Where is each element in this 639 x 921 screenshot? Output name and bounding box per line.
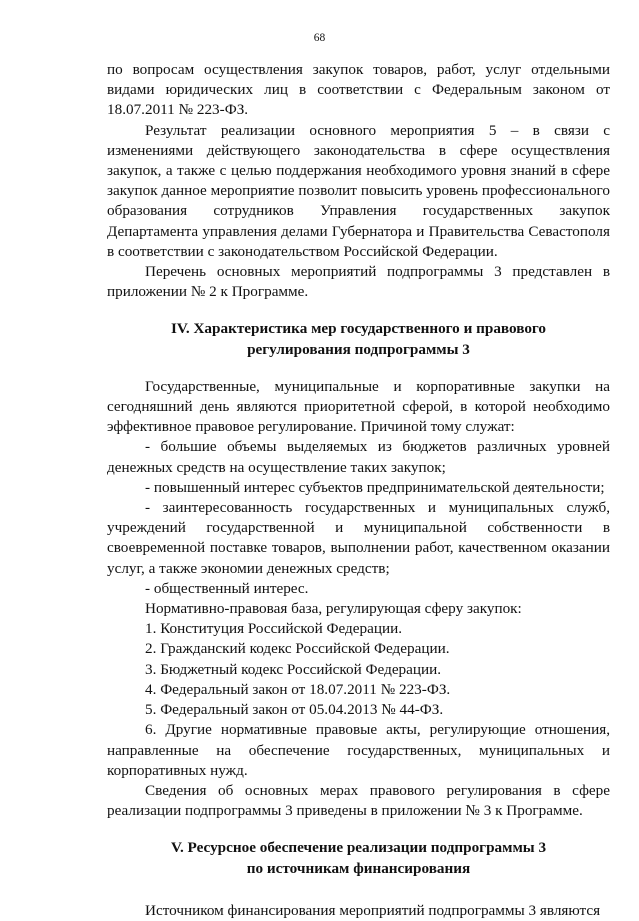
list-item-reason: - большие объемы выделяемых из бюджетов различных уровней денежных средств на осуществление таких закупок; [107, 438, 610, 476]
list-item-reason: - заинтересованность государственных и муниципальных служб, учреждений государственной и муниципальной собственности в своевременной поставке товаров, выполнении работ, качественном оказании услуг, а также экономии денежных средств; [107, 499, 610, 577]
list-item-law: 2. Гражданский кодекс Российской Федерации. [145, 640, 450, 658]
document-body [107, 60, 610, 921]
section-5-heading-line1: V. Ресурсное обеспечение реализации подпрограммы 3 [170, 839, 547, 857]
list-item-law: 6. Другие нормативные правовые акты, регулирующие отношения, направленные на обеспечение государственных, муниципальных и корпоративных нужд. [107, 721, 610, 779]
paragraph-procurement-legal-entities: по вопросам осуществления закупок товаров, работ, услуг отдельными видами юридических лиц в соответствии с Федеральным законом от 18.07.2011 № 223-ФЗ. [107, 61, 610, 119]
page-number: 68 [313, 32, 326, 44]
paragraph-legal-base-intro: Нормативно-правовая база, регулирующая сферу закупок: [145, 600, 522, 618]
list-item-law: 1. Конституция Российской Федерации. [145, 620, 403, 638]
paragraph-legal-measures-reference: Сведения об основных мерах правового регулирования в сфере реализации подпрограммы 3 приведены в приложении № 3 к Программе. [107, 781, 610, 820]
paragraph-result-activity-5: Результат реализации основного мероприятия 5 – в связи с изменениями действующего законодательства в сфере осуществления закупок, а также с целью поддержания необходимого уровня знаний в сфере закупок данное мероприятие позволит повысить уровень профессионального образования сотрудников Управления государственных закупок Департамента управления делами Губернатора и Правительства Севастополя в соответствии с законодательством Российской Федерации. [107, 121, 610, 260]
section-4-heading-line2: регулирования подпрограммы 3 [247, 340, 470, 358]
section-4-heading [107, 319, 610, 359]
section-5-heading [107, 838, 610, 878]
list-item-law: 4. Федеральный закон от 18.07.2011 № 223-ФЗ. [145, 680, 451, 698]
list-item-reason: - общественный интерес. [145, 579, 309, 597]
paragraph-funding-sources: Источником финансирования мероприятий подпрограммы 3 являются [145, 901, 601, 919]
list-item-reason: - повышенный интерес субъектов предпринимательской деятельности; [145, 478, 605, 496]
paragraph-activities-list: Перечень основных мероприятий подпрограммы 3 представлен в приложении № 2 к Программе. [107, 263, 610, 301]
list-item-law: 5. Федеральный закон от 05.04.2013 № 44-ФЗ. [145, 701, 444, 719]
list-item-law: 3. Бюджетный кодекс Российской Федерации. [145, 660, 442, 678]
paragraph-procurement-priority: Государственные, муниципальные и корпоративные закупки на сегодняшний день являются приоритетной сферой, в которой необходимо эффективное правовое регулирование. Причиной тому служат: [107, 377, 610, 436]
section-5-heading-line2: по источникам финансирования [246, 859, 471, 877]
section-4-heading-line1: IV. Характеристика мер государственного и правового [170, 320, 547, 338]
